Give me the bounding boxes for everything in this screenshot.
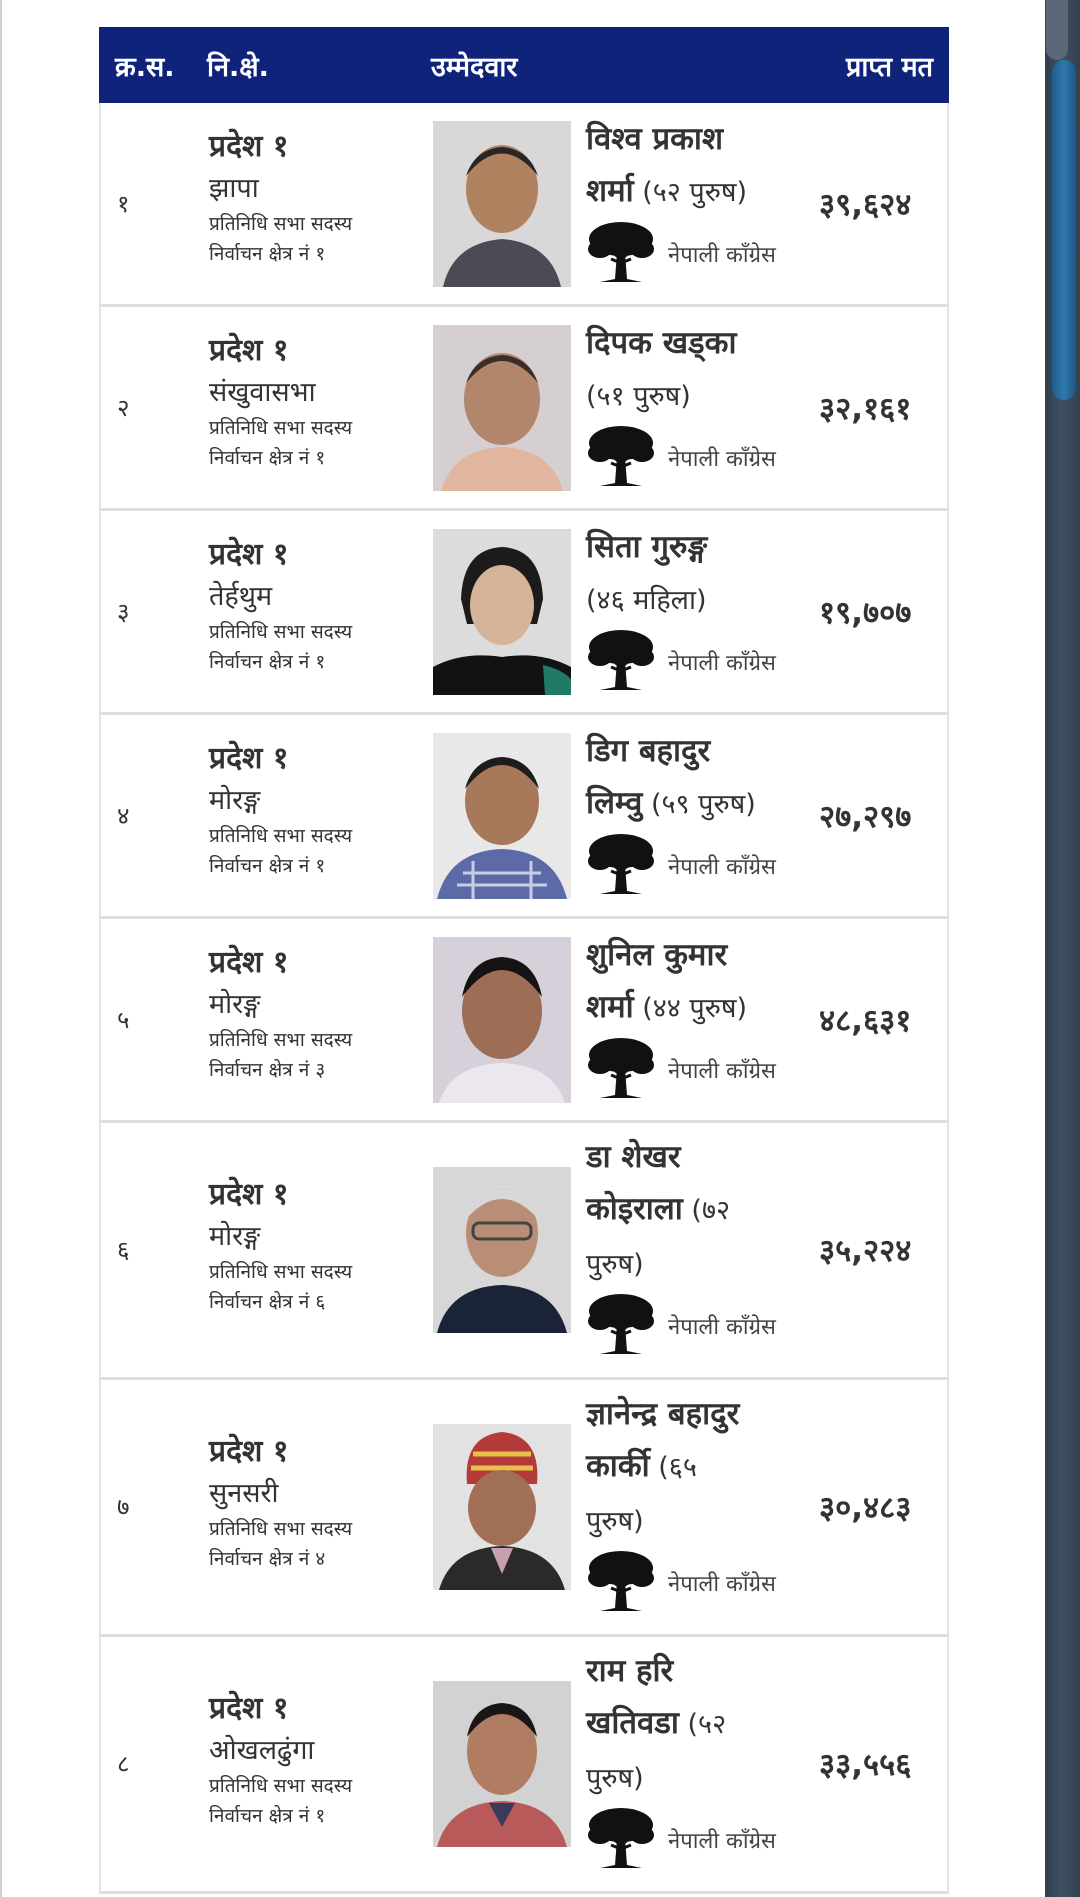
- table-row[interactable]: [99, 715, 949, 919]
- candidate-cell: [586, 521, 801, 697]
- party-info: [586, 1291, 801, 1361]
- seat-type: प्रतिनिधि सभा सदस्य: [209, 213, 353, 235]
- candidate-name: विश्व प्रकाश शर्मा (५२ पुरुष): [586, 121, 748, 209]
- candidate-name: डिग बहादुर लिम्वु (५९ पुरुष): [586, 733, 756, 821]
- constituency-number: निर्वाचन क्षेत्र नं १: [209, 447, 326, 469]
- candidate-name: दिपक खड्का (५१ पुरुष): [586, 325, 737, 412]
- seat-type: प्रतिनिधि सभा सदस्य: [209, 417, 353, 439]
- constituency-cell: [209, 941, 352, 1085]
- party-name: नेपाली काँग्रेस: [668, 1059, 776, 1084]
- vote-count: ३०,४८३: [819, 1490, 912, 1526]
- candidate-age-gender: (५१ पुरुष): [586, 381, 691, 412]
- table-row[interactable]: [99, 307, 949, 511]
- header-sn: क्र.स.: [115, 52, 175, 83]
- tree-icon: [586, 1035, 656, 1101]
- page-left-border: [0, 0, 2, 1897]
- constituency-number: निर्वाचन क्षेत्र नं ४: [209, 1548, 326, 1570]
- district-label: मोरङ्ग: [209, 989, 261, 1020]
- constituency-number: निर्वाचन क्षेत्र नं १: [209, 855, 326, 877]
- row-serial: ८: [117, 1750, 130, 1778]
- table-row[interactable]: [99, 1380, 949, 1637]
- row-serial: ५: [117, 1006, 130, 1034]
- district-label: ओखलढुंगा: [209, 1735, 315, 1766]
- candidate-cell: [586, 929, 801, 1105]
- seat-type: प्रतिनिधि सभा सदस्य: [209, 621, 353, 643]
- province-label: प्रदेश १: [209, 1691, 289, 1726]
- tree-icon: [586, 1548, 656, 1614]
- table-row[interactable]: [99, 1123, 949, 1380]
- party-name: नेपाली काँग्रेस: [668, 243, 776, 268]
- vote-count: ३३,५५६: [819, 1747, 912, 1783]
- constituency-cell: [209, 125, 352, 269]
- province-label: प्रदेश १: [209, 129, 289, 164]
- candidate-name: शुनिल कुमार शर्मा (४४ पुरुष): [586, 937, 748, 1025]
- party-name: नेपाली काँग्रेस: [668, 1315, 776, 1340]
- party-name: नेपाली काँग्रेस: [668, 855, 776, 880]
- party-info: [586, 1548, 801, 1618]
- constituency-cell: [209, 1173, 352, 1317]
- candidate-photo[interactable]: [433, 121, 571, 287]
- scrollbar-thumb[interactable]: [1052, 60, 1076, 400]
- row-serial: १: [117, 190, 130, 218]
- tree-icon: [586, 831, 656, 897]
- row-serial: ३: [117, 598, 130, 626]
- results-table: [99, 27, 949, 1894]
- candidate-name: डा शेखर कोइराला (७२ पुरुष): [586, 1139, 731, 1280]
- candidate-photo[interactable]: [433, 733, 571, 899]
- candidate-cell: [586, 113, 801, 289]
- tree-icon: [586, 627, 656, 693]
- party-info: [586, 1805, 801, 1875]
- candidate-age-gender: (४४ पुरुष): [633, 993, 748, 1024]
- candidate-age-gender: (७२: [682, 1195, 731, 1226]
- row-serial: ४: [117, 802, 130, 830]
- party-name: नेपाली काँग्रेस: [668, 447, 776, 472]
- tree-icon: [586, 219, 656, 285]
- constituency-number: निर्वाचन क्षेत्र नं ६: [209, 1291, 326, 1313]
- constituency-number: निर्वाचन क्षेत्र नं ३: [209, 1059, 326, 1081]
- candidate-cell: [586, 1131, 801, 1361]
- constituency-number: निर्वाचन क्षेत्र नं १: [209, 651, 326, 673]
- province-label: प्रदेश १: [209, 333, 289, 368]
- candidate-name: ज्ञानेन्द्र बहादुर कार्की (६५ पुरुष): [586, 1396, 740, 1537]
- candidate-cell: [586, 1388, 801, 1618]
- scrollbar-cap: [1046, 0, 1068, 60]
- row-serial: ६: [117, 1236, 130, 1264]
- party-info: [586, 219, 801, 289]
- candidate-age-gender: (५९ पुरुष): [642, 789, 756, 820]
- candidate-age-gender: (५२: [678, 1709, 727, 1740]
- party-name: नेपाली काँग्रेस: [668, 1829, 776, 1854]
- seat-type: प्रतिनिधि सभा सदस्य: [209, 1775, 353, 1797]
- province-label: प्रदेश १: [209, 741, 289, 776]
- party-name: नेपाली काँग्रेस: [668, 651, 776, 676]
- constituency-cell: [209, 1430, 352, 1574]
- candidate-age-gender: (५२ पुरुष): [633, 177, 748, 208]
- table-row[interactable]: [99, 919, 949, 1123]
- row-serial: ७: [117, 1493, 130, 1521]
- constituency-cell: [209, 1687, 352, 1831]
- province-label: प्रदेश १: [209, 537, 289, 572]
- header-votes: प्राप्त मत: [846, 52, 933, 83]
- seat-type: प्रतिनिधि सभा सदस्य: [209, 1029, 353, 1051]
- candidate-photo[interactable]: [433, 1681, 571, 1847]
- candidate-photo[interactable]: [433, 1424, 571, 1590]
- constituency-number: निर्वाचन क्षेत्र नं १: [209, 243, 326, 265]
- vote-count: २७,२९७: [819, 799, 912, 835]
- candidate-photo[interactable]: [433, 937, 571, 1103]
- district-label: झापा: [209, 173, 259, 204]
- vote-count: १९,७०७: [819, 595, 912, 631]
- province-label: प्रदेश १: [209, 1434, 289, 1469]
- constituency-number: निर्वाचन क्षेत्र नं १: [209, 1805, 326, 1827]
- candidate-age-gender: (६५: [649, 1452, 697, 1483]
- candidate-photo[interactable]: [433, 1167, 571, 1333]
- table-row[interactable]: [99, 1637, 949, 1894]
- constituency-cell: [209, 737, 352, 881]
- vote-count: ४८,६३१: [819, 1003, 912, 1039]
- table-row[interactable]: [99, 103, 949, 307]
- party-name: नेपाली काँग्रेस: [668, 1572, 776, 1597]
- vote-count: ३२,१६१: [819, 391, 912, 427]
- party-info: [586, 831, 801, 901]
- district-label: संखुवासभा: [209, 377, 316, 408]
- candidate-name: सिता गुरुङ्ग (४६ महिला): [586, 529, 708, 616]
- header-constituency: नि.क्षे.: [207, 52, 269, 83]
- seat-type: प्रतिनिधि सभा सदस्य: [209, 1518, 353, 1540]
- constituency-cell: [209, 533, 352, 677]
- candidate-age-gender: (४६ महिला): [586, 585, 707, 616]
- tree-icon: [586, 1805, 656, 1871]
- vote-count: ३९,६२४: [819, 187, 912, 223]
- province-label: प्रदेश १: [209, 945, 289, 980]
- party-info: [586, 423, 801, 493]
- table-header: [99, 27, 949, 103]
- province-label: प्रदेश १: [209, 1177, 289, 1212]
- candidate-cell: [586, 725, 801, 901]
- party-info: [586, 1035, 801, 1105]
- header-candidate: उम्मेदवार: [431, 52, 518, 83]
- district-label: तेर्हथुम: [209, 581, 273, 612]
- table-row[interactable]: [99, 511, 949, 715]
- candidate-photo[interactable]: [433, 325, 571, 491]
- seat-type: प्रतिनिधि सभा सदस्य: [209, 825, 353, 847]
- row-serial: २: [117, 394, 130, 422]
- vote-count: ३५,२२४: [819, 1233, 912, 1269]
- district-label: मोरङ्ग: [209, 1221, 261, 1252]
- district-label: सुनसरी: [209, 1478, 279, 1509]
- constituency-cell: [209, 329, 352, 473]
- candidate-photo[interactable]: [433, 529, 571, 695]
- party-info: [586, 627, 801, 697]
- candidate-cell: [586, 1645, 801, 1875]
- tree-icon: [586, 423, 656, 489]
- candidate-name: राम हरि खतिवडा (५२ पुरुष): [586, 1653, 727, 1794]
- candidate-cell: [586, 317, 801, 493]
- district-label: मोरङ्ग: [209, 785, 261, 816]
- tree-icon: [586, 1291, 656, 1357]
- seat-type: प्रतिनिधि सभा सदस्य: [209, 1261, 353, 1283]
